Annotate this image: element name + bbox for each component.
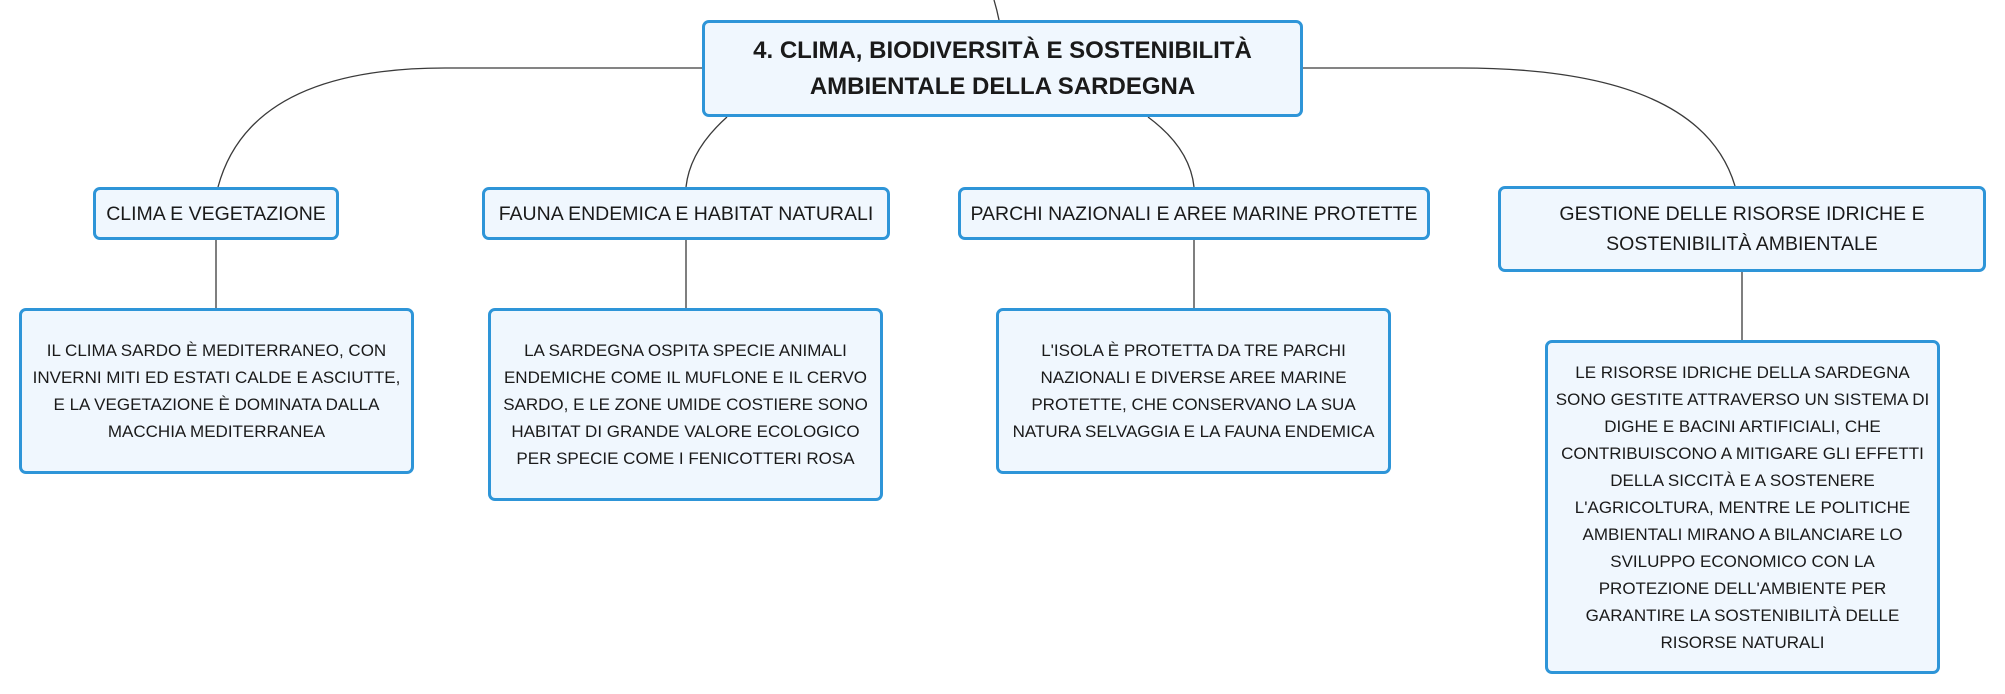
topic-label: GESTIONE DELLE RISORSE IDRICHE E SOSTENIBILITÀ AMBIENTALE — [1559, 203, 1925, 255]
detail-text: IL CLIMA SARDO È MEDITERRANEO, CON INVERNI MITI ED ESTATI CALDE E ASCIUTTE, E LA VEGETAZIONE È DOMINATA DALLA MACCHIA MEDITERRANEA — [32, 341, 401, 441]
connector-parent-to-root — [994, 0, 999, 20]
detail-parchi-nazionali[interactable] — [996, 308, 1391, 474]
detail-text: L'ISOLA È PROTETTA DA TRE PARCHI NAZIONALI E DIVERSE AREE MARINE PROTETTE, CHE CONSERVANO LA SUA NATURA SELVAGGIA E LA FAUNA ENDEMICA — [1012, 341, 1375, 441]
connector-root-to-risorse — [1303, 68, 1735, 186]
detail-gestione-risorse-idriche[interactable] — [1545, 340, 1940, 674]
connector-root-to-parchi — [1148, 117, 1194, 187]
topic-parchi-nazionali[interactable] — [958, 187, 1430, 240]
topic-label: PARCHI NAZIONALI E AREE MARINE PROTETTE — [970, 202, 1418, 225]
central-topic[interactable] — [702, 20, 1303, 117]
topic-gestione-risorse-idriche[interactable] — [1498, 186, 1986, 272]
topic-fauna-endemica[interactable] — [482, 187, 890, 240]
topic-clima-e-vegetazione[interactable] — [93, 187, 339, 240]
topic-label: CLIMA E VEGETAZIONE — [106, 202, 326, 225]
detail-text: LA SARDEGNA OSPITA SPECIE ANIMALI ENDEMICHE COME IL MUFLONE E IL CERVO SARDO, E LE ZONE UMIDE COSTIERE SONO HABITAT DI GRANDE VALORE ECOLOGICO PER SPECIE COME I FENICOTTERI ROSA — [503, 341, 868, 468]
central-topic-title: 4. CLIMA, BIODIVERSITÀ E SOSTENIBILITÀ AMBIENTALE DELLA SARDEGNA — [753, 36, 1252, 100]
connector-root-to-fauna — [686, 117, 727, 187]
connector-root-to-clima — [218, 68, 702, 187]
detail-text: LE RISORSE IDRICHE DELLA SARDEGNA SONO GESTITE ATTRAVERSO UN SISTEMA DI DIGHE E BACINI ARTIFICIALI, CHE CONTRIBUISCONO A MITIGARE GLI EFFETTI DELLA SICCITÀ E A SOSTENERE L'AGRICOLTURA, MENTRE LE POLITICHE AMBIENTALI MIRANO A BILANCIARE LO SVILUPPO ECONOMICO CON LA PROTEZIONE DELL'AMBIENTE PER GARANTIRE LA SOSTENIBILITÀ DELLE RISORSE NATURALI — [1555, 362, 1930, 652]
detail-fauna-endemica[interactable] — [488, 308, 883, 501]
detail-clima-e-vegetazione[interactable] — [19, 308, 414, 474]
topic-label: FAUNA ENDEMICA E HABITAT NATURALI — [498, 202, 874, 225]
